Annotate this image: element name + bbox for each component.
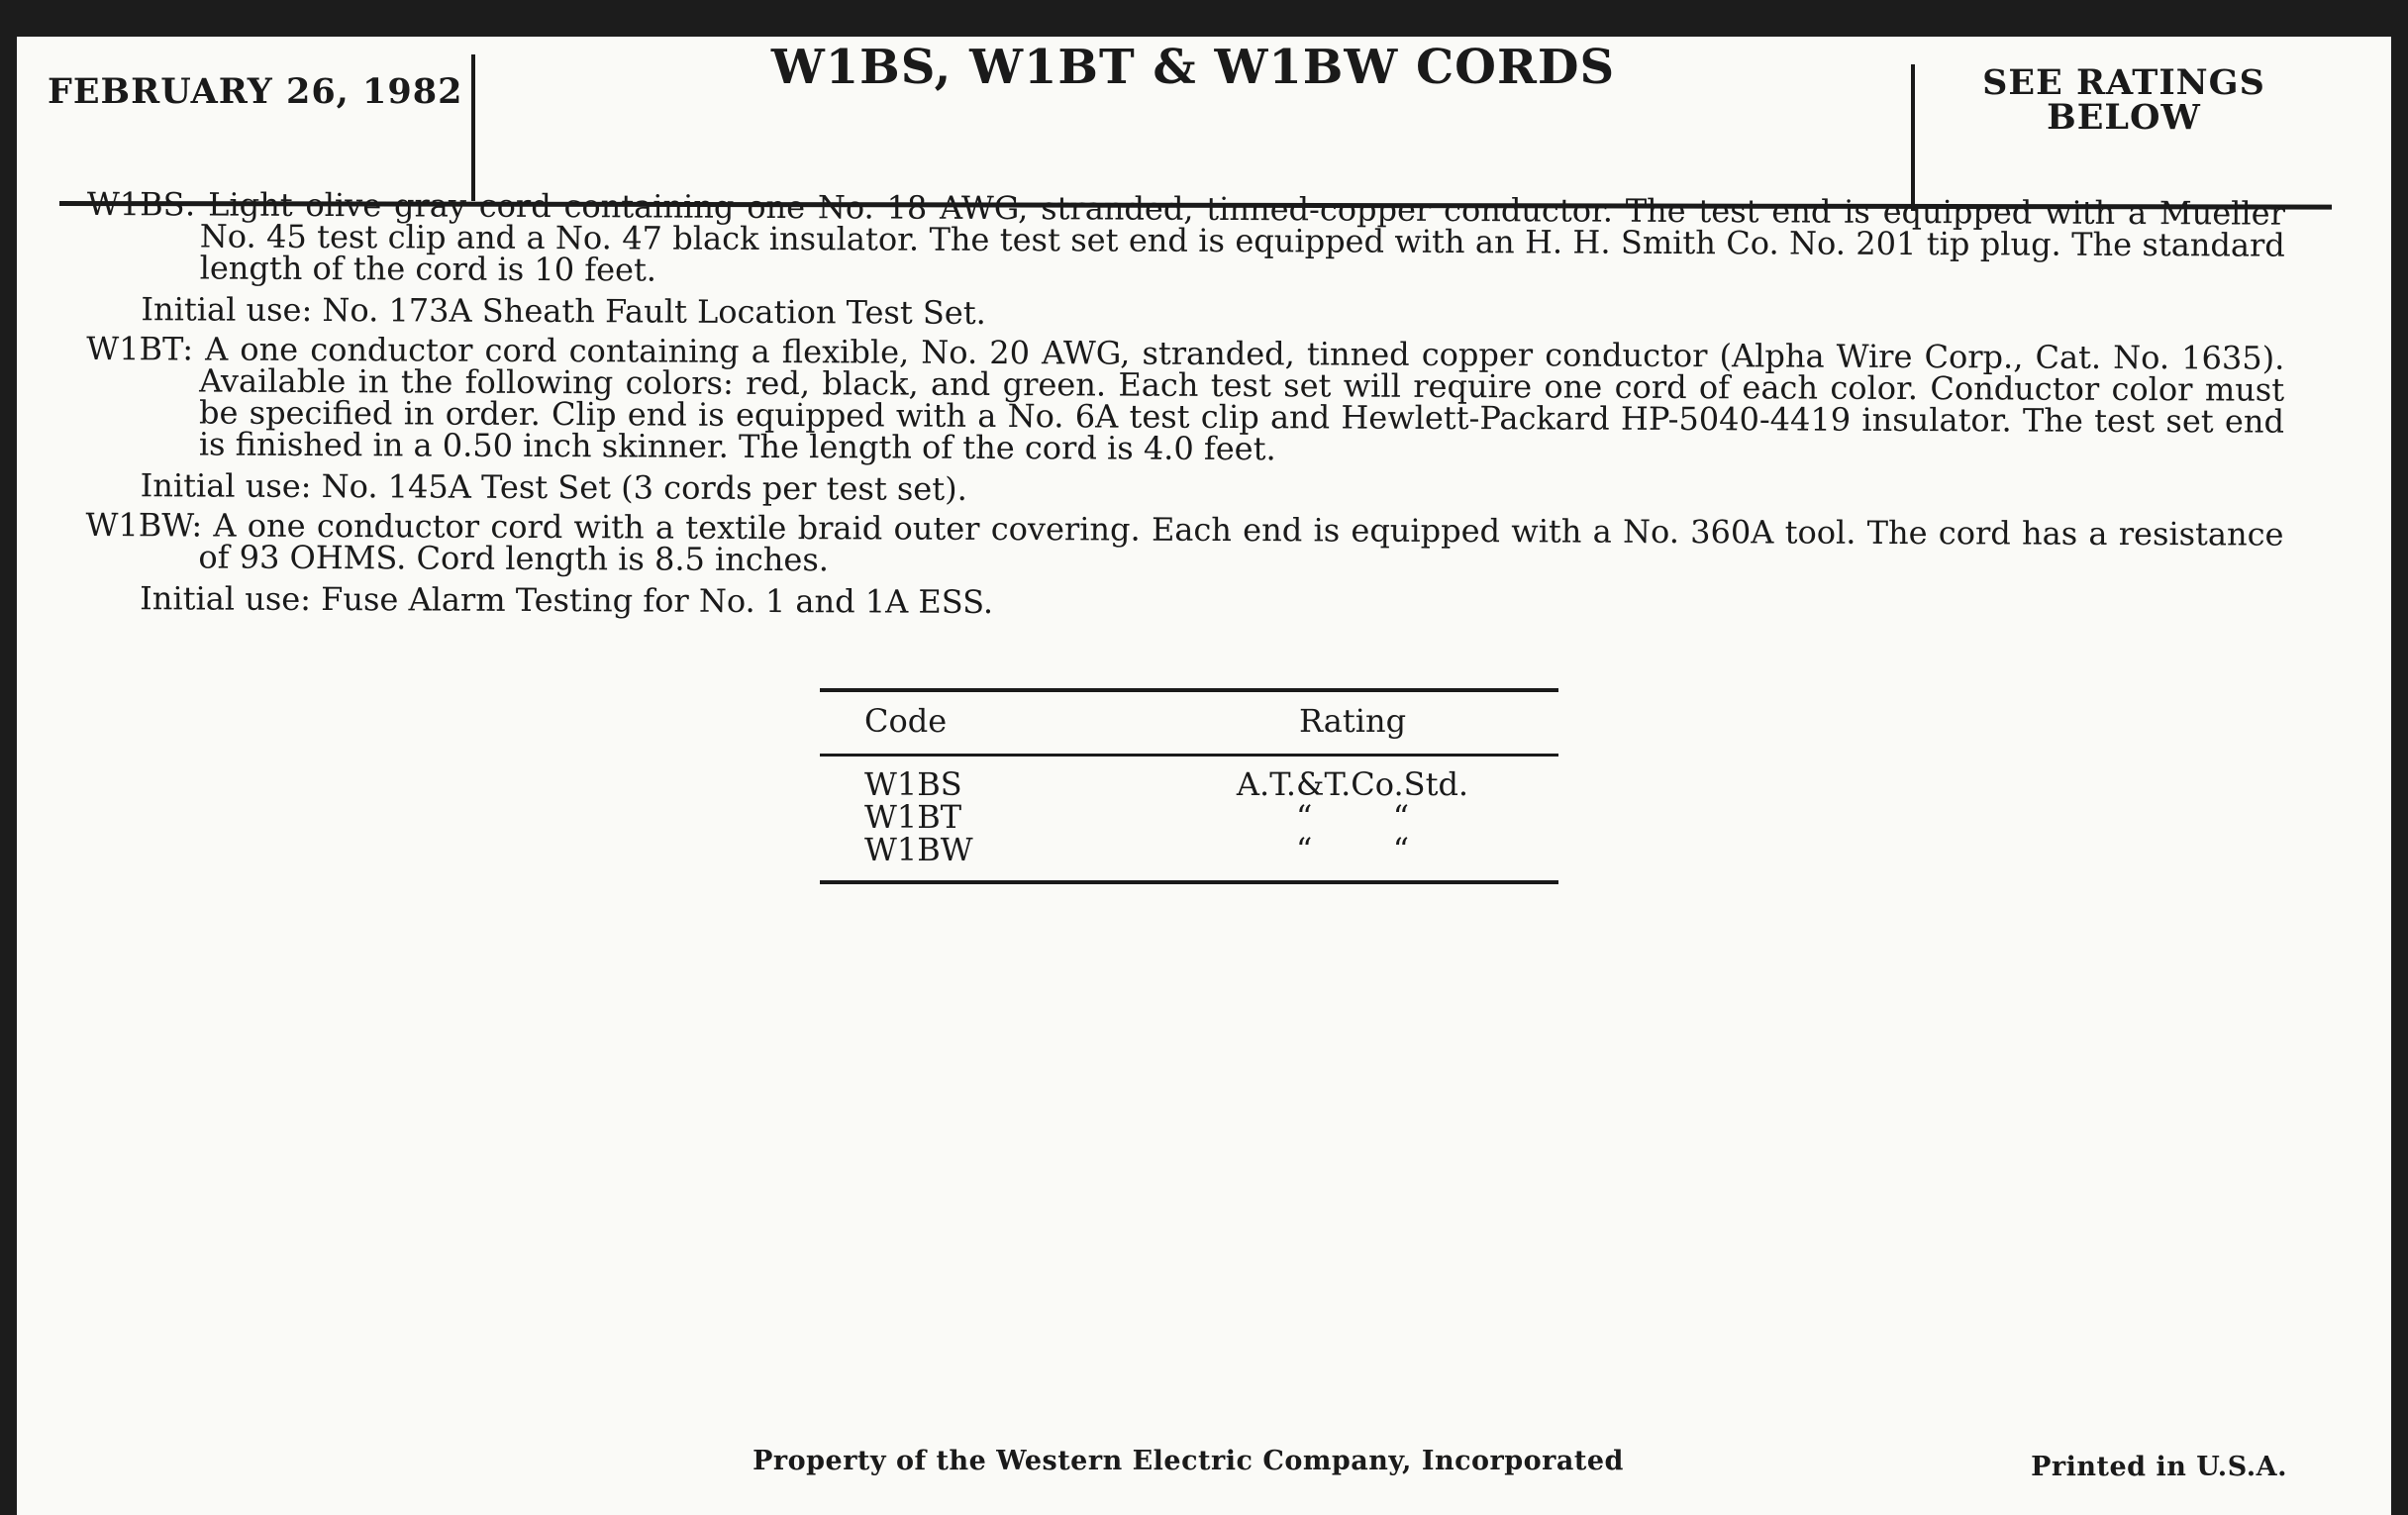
header-divider-right — [1911, 64, 1915, 211]
entry-w1bt-description — [86, 329, 2285, 469]
table-cell-code: W1BS — [864, 765, 962, 803]
ratings-table — [820, 688, 1558, 884]
page-title: W1BS, W1BT & W1BW CORDS — [770, 40, 1616, 95]
entry-w1bs — [86, 185, 2286, 335]
entry-w1bt — [86, 329, 2285, 511]
header-divider-left — [471, 54, 475, 201]
entry-w1bw-text: A one conductor cord with a textile braid outer covering. Each end is equipped with a No. 360A tool. The cord has a resistance of 93 OHMS. Cord length is 8.5 inches. — [198, 506, 2284, 579]
table-cell-code: W1BT — [864, 798, 962, 836]
table-rule-bottom — [820, 880, 1558, 884]
entry-w1bw-initial-use: Initial use: Fuse Alarm Testing for No. 1 and 1A ESS. — [140, 579, 994, 621]
entry-w1bt-code: W1BT: — [86, 329, 194, 368]
entry-w1bs-description — [86, 185, 2286, 293]
table-header-row — [820, 692, 1558, 742]
table-cell-rating: A.T.&T.Co.Std. — [1236, 765, 1469, 803]
entry-w1bw — [85, 505, 2284, 624]
table-cell-rating: “ “ — [1295, 798, 1410, 836]
entry-w1bs-initial-use: Initial use: No. 173A Sheath Fault Location Test Set. — [141, 290, 986, 332]
table-cell-rating: “ “ — [1295, 831, 1410, 868]
table-header-code: Code — [864, 702, 948, 740]
table-row — [820, 798, 1558, 836]
cord-descriptions — [85, 185, 2286, 632]
ratings-note-line2: BELOW — [2047, 97, 2201, 138]
footer-property: Property of the Western Electric Company, Incorporated — [752, 1446, 1624, 1476]
entry-w1bt-initial-use: Initial use: No. 145A Test Set (3 cords per test set). — [140, 466, 967, 508]
header-date: FEBRUARY 26, 1982 — [48, 71, 463, 112]
table-row — [820, 765, 1558, 803]
ratings-note-line1: SEE RATINGS — [1982, 62, 2265, 103]
entry-w1bw-code: W1BW: — [85, 505, 203, 545]
table-cell-code: W1BW — [864, 831, 973, 868]
entry-w1bs-code: W1BS: — [86, 185, 196, 224]
entry-w1bw-description — [85, 505, 2284, 582]
footer-printed: Printed in U.S.A. — [2031, 1452, 2287, 1482]
entry-w1bt-text: A one conductor cord containing a flexible, No. 20 AWG, stranded, tinned copper conductor (Alpha Wire Corp., Cat. No. 1635). Available in the following colors: red, black, and green. Each test set will require one cord of each color. Conductor color must be specified in order. Clip end is equipped with a No. 6A test clip and Hewlett-Packard HP-5040-4419 insulator. The test set end is finished in a 0.50 inch skinner. The length of the cord is 4.0 feet. — [198, 330, 2285, 468]
ratings-note — [1916, 62, 2332, 138]
table-row — [820, 831, 1558, 868]
entry-w1bs-text: Light olive gray cord containing one No. 18 AWG, stranded, tinned-copper conductor. The test end is equipped with a Mueller No. 45 test clip and a No. 47 black insulator. The test set end is equipped with an H. H. Smith Co. No. 201 tip plug. The standard length of the cord is 10 feet. — [199, 185, 2286, 289]
table-header-rating: Rating — [1298, 702, 1407, 740]
table-body — [820, 757, 1558, 866]
